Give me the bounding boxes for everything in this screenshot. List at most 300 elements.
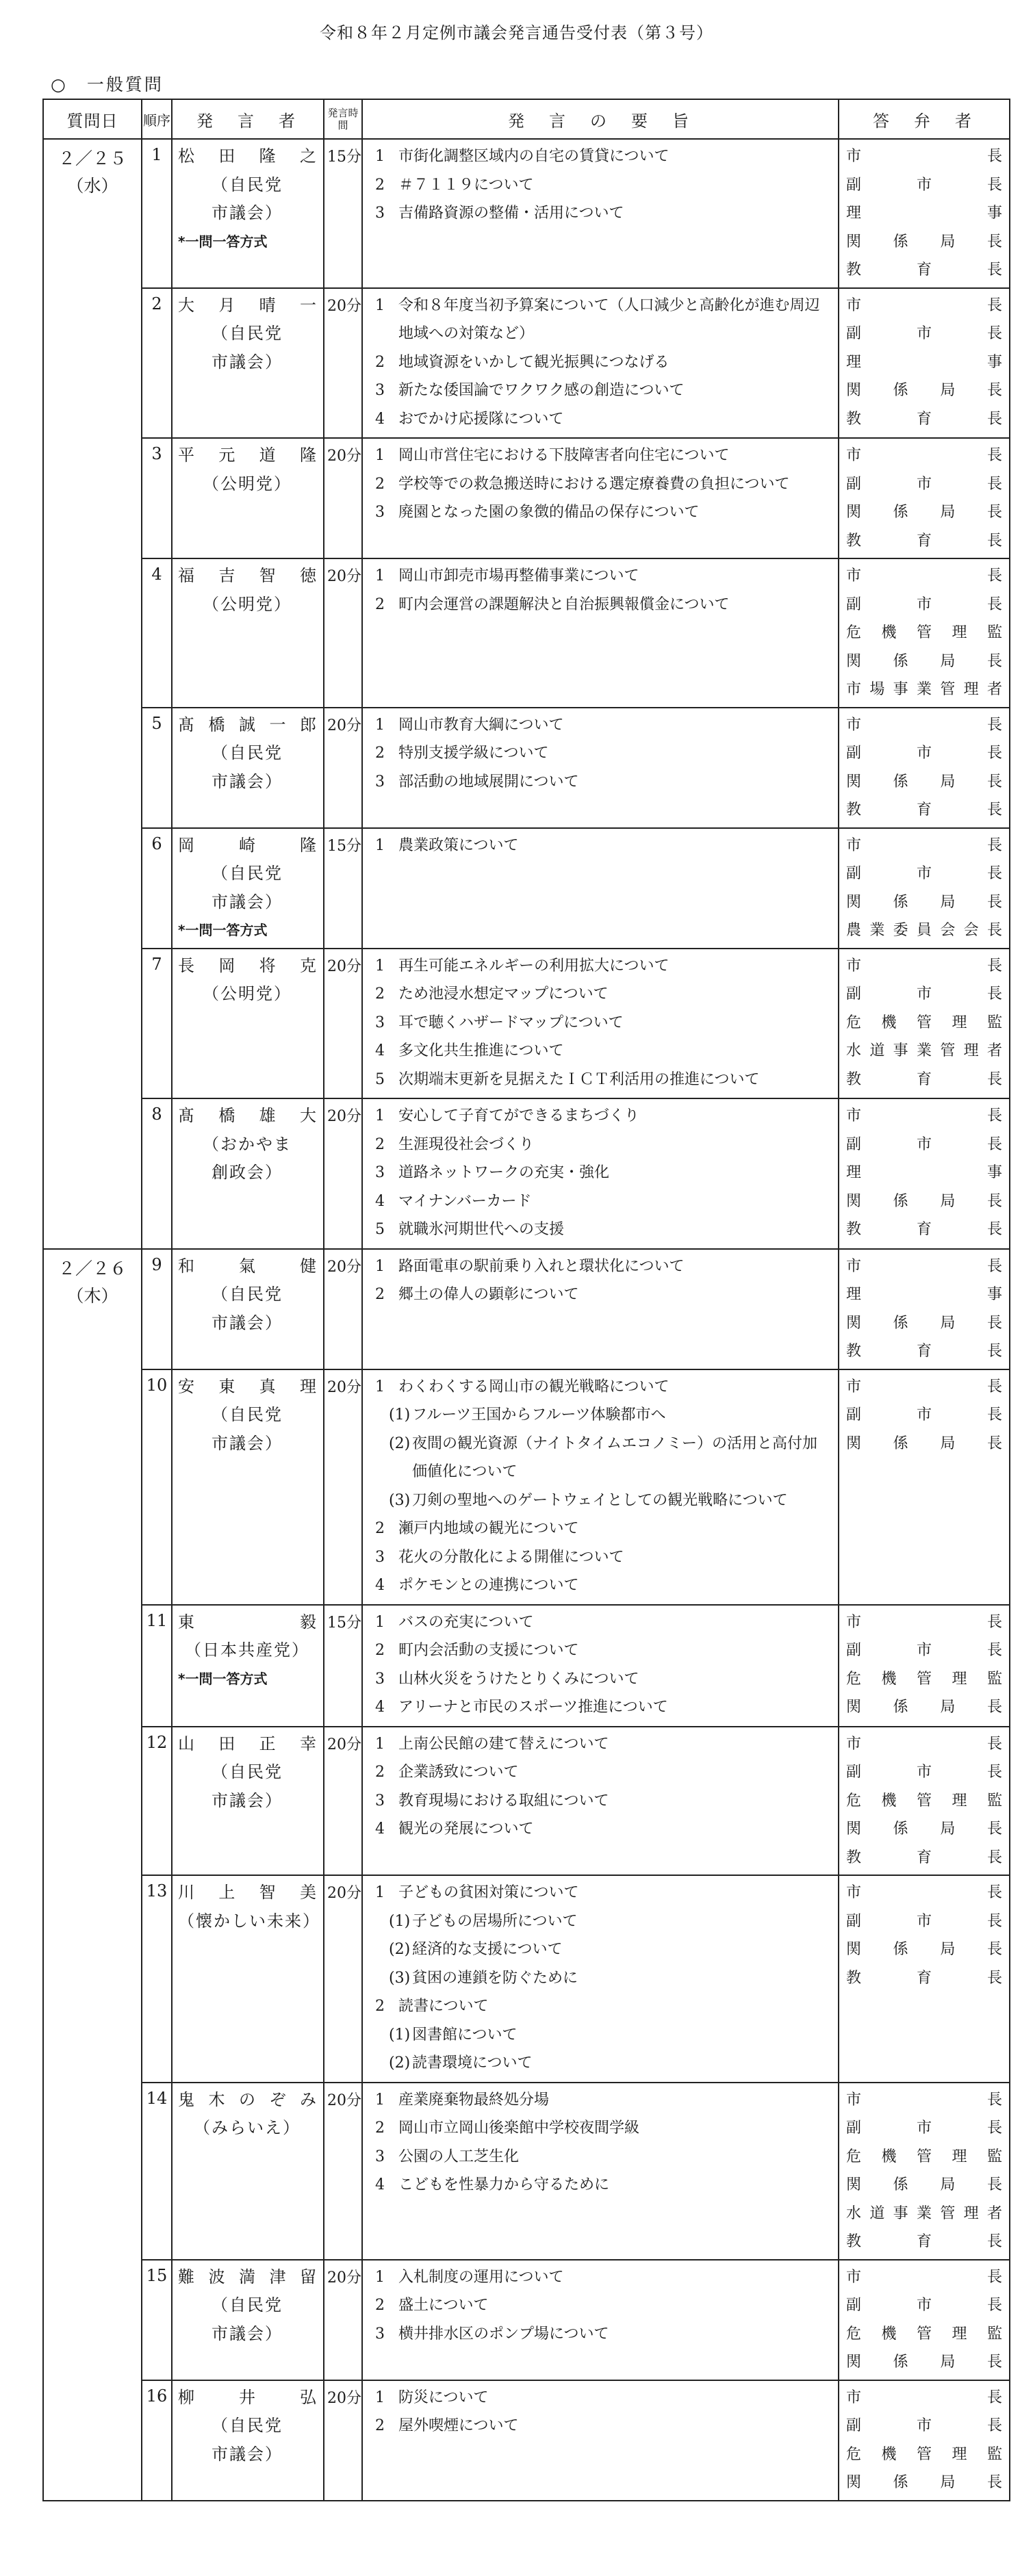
topics-cell <box>362 438 839 558</box>
responder: 教育長 <box>846 1070 1002 1088</box>
responder: 副市長 <box>846 986 1002 1003</box>
responder: 副市長 <box>846 176 1002 194</box>
topic-number: 2 <box>375 595 385 613</box>
topic-number: (2) <box>389 1434 411 1452</box>
topic-number: 1 <box>375 447 385 464</box>
topic-text: 読書環境について <box>412 2055 533 2072</box>
topic-number: 4 <box>375 1699 385 1716</box>
responders-cell <box>839 438 1010 558</box>
topic-item <box>375 2171 831 2200</box>
responder: 市長 <box>846 1613 1002 1631</box>
speaker-cell <box>172 2260 324 2380</box>
responder: 副市長 <box>846 745 1002 762</box>
topic-number: (3) <box>389 1969 411 1987</box>
speaker-name <box>178 1102 316 1131</box>
speaker-name-char: 波 <box>208 2267 225 2287</box>
topic-text: 令和８年度当初予算案について（人口減少と高齢化が進む周辺地域への対策など） <box>398 296 820 342</box>
topic-text: 岡山市卸売市場再整備事業について <box>398 567 639 584</box>
responder: 市長 <box>846 2091 1002 2109</box>
topic-item <box>375 1543 831 1572</box>
responder: 危機管理監 <box>846 2148 1002 2165</box>
topic-number: 1 <box>375 1735 385 1753</box>
speaker-name-char: 大 <box>299 1106 316 1125</box>
speaker-name-char: 髙 <box>178 714 194 734</box>
responder: 教育長 <box>846 1221 1002 1238</box>
responders-cell <box>839 139 1010 288</box>
speaker-name-char: 松 <box>178 146 194 166</box>
topic-item <box>375 1665 831 1694</box>
speaker-name-char: 将 <box>259 955 276 975</box>
topic-text: 特別支援学級について <box>398 745 549 762</box>
topic-number: 4 <box>375 1042 385 1059</box>
speaker-cell <box>172 1727 324 1876</box>
topic-number: 2 <box>375 1135 385 1153</box>
topic-item <box>375 591 831 619</box>
responder: 市長 <box>846 567 1002 584</box>
speaker-name-char: 郎 <box>300 714 316 734</box>
speaker-name-char: 山 <box>178 1734 194 1753</box>
topic-number: 1 <box>375 567 385 584</box>
topic-item <box>375 441 831 470</box>
topic-number: 2 <box>375 1998 385 2015</box>
topic-text: 瀬戸内地域の観光について <box>398 1520 579 1537</box>
responders-cell <box>839 949 1010 1099</box>
responder: 市長 <box>846 1378 1002 1395</box>
speaking-time: 20分 <box>324 1249 362 1369</box>
speaker-name-char: 岡 <box>218 955 235 975</box>
question-date: （木） <box>66 1285 118 1306</box>
topic-item <box>375 1486 831 1515</box>
speaker-name <box>178 2263 316 2292</box>
topic-text: 公園の人工芝生化 <box>398 2148 520 2165</box>
responder: 市長 <box>846 1884 1002 1901</box>
responder: 関係局長 <box>846 893 1002 911</box>
topic-item <box>375 2143 831 2172</box>
speaker-party: 市議会） <box>212 1433 283 1453</box>
topic-item <box>375 2412 831 2440</box>
speaker-name-char: 和 <box>178 1256 194 1276</box>
topic-text: 安心して子育てができるまちづくり <box>398 1107 639 1124</box>
topic-text: 多文化共生推進について <box>398 1042 564 1059</box>
header-time: 発言時間 <box>324 99 362 139</box>
topic-text: 岡山市営住宅における下肢障害者向住宅について <box>398 447 730 464</box>
topic-item <box>375 2291 831 2320</box>
topic-number: 3 <box>375 1164 385 1181</box>
speaker-name-char: 福 <box>178 566 194 585</box>
responders-cell <box>839 828 1010 949</box>
topic-number: 2 <box>375 2297 385 2314</box>
topic-item <box>375 1102 831 1131</box>
speaker-name-char: 健 <box>300 1256 316 1276</box>
topic-item <box>375 1571 831 1600</box>
topics-cell <box>362 558 839 708</box>
topics-cell <box>362 708 839 828</box>
topic-text: 山林火災をうけたとりくみについて <box>398 1670 639 1688</box>
qa-format-note: *一問一答方式 <box>178 233 268 250</box>
speaking-time: 20分 <box>324 2260 362 2380</box>
speaker-name <box>178 1879 316 1907</box>
topic-text: 横井排水区のポンプ場について <box>398 2325 609 2343</box>
speaker-name-char: 一 <box>269 714 286 734</box>
topic-item <box>375 1636 831 1665</box>
topic-number: 2 <box>375 986 385 1003</box>
speaker-party: 市議会） <box>212 2323 283 2343</box>
speaking-time: 20分 <box>324 438 362 558</box>
responder: 副市長 <box>846 1406 1002 1424</box>
speaker-party: （懐かしい未来） <box>178 1911 320 1931</box>
topic-text: 上南公民館の建て替えについて <box>398 1735 609 1753</box>
topic-number: 3 <box>375 773 385 790</box>
topic-text: こどもを性暴力から守るために <box>398 2176 610 2193</box>
topic-text: バスの充実について <box>398 1613 534 1631</box>
speaker-order: 15 <box>142 2260 172 2380</box>
topic-number: 2 <box>375 1764 385 1781</box>
topic-text: ため池浸水想定マップについて <box>398 986 609 1003</box>
topic-text: 岡山市立岡山後楽館中学校夜間学級 <box>398 2120 640 2137</box>
speaker-name-char: の <box>239 2089 255 2109</box>
speaker-name <box>178 1252 316 1281</box>
topic-number: 3 <box>375 504 385 521</box>
topic-text: 入札制度の運用について <box>398 2268 564 2286</box>
speaker-name-char: 之 <box>299 146 316 166</box>
header-topic: 発 言 の 要 旨 <box>362 99 839 139</box>
topic-text: 就職氷河期世代への支援 <box>398 1221 565 1238</box>
topic-item <box>375 2049 831 2078</box>
responder: 教育長 <box>846 1849 1002 1866</box>
responder: 副市長 <box>846 595 1002 613</box>
speaker-name-char: 一 <box>299 295 316 315</box>
table-row <box>43 708 1010 828</box>
speaker-name-char: 克 <box>299 955 316 975</box>
topic-number: 4 <box>375 2176 385 2193</box>
speaker-name-char: 髙 <box>178 1106 194 1125</box>
table-header-row <box>43 99 1010 139</box>
responder: 関係局長 <box>846 1314 1002 1332</box>
speaker-name-char: 弘 <box>300 2387 316 2407</box>
speaker-name <box>178 1730 316 1759</box>
speaker-order: 1 <box>142 139 172 288</box>
topic-item <box>375 142 831 171</box>
document-title: 令和８年２月定例市議会発言通告受付表（第３号） <box>320 23 713 42</box>
topics-cell <box>362 139 839 288</box>
speaker-order: 13 <box>142 1875 172 2083</box>
topic-item <box>375 1159 831 1187</box>
speaker-party: 市議会） <box>212 203 283 222</box>
speaker-cell <box>172 1605 324 1727</box>
speaking-time: 20分 <box>324 558 362 708</box>
responder: 関係局長 <box>846 652 1002 670</box>
topic-text: アリーナと市民のスポーツ推進について <box>398 1699 668 1716</box>
topic-text: 市街化調整区域内の自宅の賃貸について <box>398 148 669 165</box>
topic-number: 5 <box>375 1070 385 1088</box>
topic-item <box>375 1009 831 1038</box>
responder: 市長 <box>846 2388 1002 2406</box>
speaker-cell <box>172 1249 324 1369</box>
topic-number: 1 <box>375 296 385 314</box>
topics-cell <box>362 2083 839 2260</box>
responders-cell <box>839 1369 1010 1605</box>
topic-item <box>375 1935 831 1964</box>
speaker-name <box>178 2086 316 2115</box>
header-date: 質問日 <box>43 99 142 139</box>
responder: 関係局長 <box>846 1192 1002 1210</box>
responders-cell <box>839 1249 1010 1369</box>
speaker-party: （自民党 <box>212 2416 283 2435</box>
speaker-name-char: 岡 <box>178 835 194 855</box>
topic-number: 3 <box>375 1014 385 1031</box>
responders-cell <box>839 708 1010 828</box>
responders-cell <box>839 1098 1010 1249</box>
responder: 理事 <box>846 205 1002 222</box>
speaker-name-char: 雄 <box>259 1106 276 1125</box>
speaker-name-char: 川 <box>178 1883 194 1902</box>
topic-number: 2 <box>375 1520 385 1537</box>
topic-number: 3 <box>375 1792 385 1809</box>
speaker-name-char: 東 <box>178 1612 194 1632</box>
question-date: ２／２６ <box>58 1258 127 1278</box>
speaker-cell <box>172 828 324 949</box>
topics-cell <box>362 288 839 439</box>
topic-text: 岡山市教育大綱について <box>398 716 564 734</box>
speaker-name-char: 隆 <box>299 446 316 465</box>
question-date: ２／２５ <box>58 149 127 168</box>
topic-number: 2 <box>375 1642 385 1659</box>
speaker-cell <box>172 1098 324 1249</box>
question-date-cell <box>43 139 142 1249</box>
topic-item <box>375 1515 831 1543</box>
speaker-name <box>178 1373 316 1402</box>
responder: 副市長 <box>846 1135 1002 1153</box>
speaker-name-char: 鬼 <box>178 2089 194 2109</box>
table-row <box>43 1727 1010 1876</box>
topic-number: 1 <box>375 1613 385 1631</box>
responder: 副市長 <box>846 1912 1002 1930</box>
topics-cell <box>362 1727 839 1876</box>
speaker-order: 8 <box>142 1098 172 1249</box>
topic-number: 1 <box>375 957 385 975</box>
speaker-name-char: 氣 <box>239 1256 255 1276</box>
topic-text: 子どもの貧困対策について <box>398 1884 579 1901</box>
responder: 市長 <box>846 148 1002 165</box>
speaker-cell <box>172 708 324 828</box>
speaker-party: （自民党 <box>212 864 283 883</box>
header-order: 順序 <box>142 99 172 139</box>
speaker-name-char: 崎 <box>239 835 255 855</box>
topic-text: 次期端末更新を見据えたＩＣＴ利活用の推進について <box>398 1070 760 1088</box>
table-row <box>43 2083 1010 2260</box>
speaker-name-char: 井 <box>239 2387 255 2407</box>
topic-text: 吉備路資源の整備・活用について <box>398 205 624 222</box>
topic-item <box>375 1608 831 1637</box>
topic-item <box>375 1907 831 1936</box>
topic-text: 郷土の偉人の顕彰について <box>398 1286 579 1303</box>
speaker-name-char: 晴 <box>259 295 276 315</box>
topic-number: (3) <box>389 1491 411 1509</box>
speaking-time: 15分 <box>324 828 362 949</box>
topics-cell <box>362 1875 839 2083</box>
topic-number: 3 <box>375 1548 385 1566</box>
responder: 市長 <box>846 716 1002 734</box>
speaker-name <box>178 441 316 470</box>
speaker-name <box>178 711 316 740</box>
topic-item <box>375 1187 831 1216</box>
topic-text: 廃園となった園の象徴的備品の保存について <box>398 504 700 521</box>
speaker-name-char: 正 <box>259 1734 276 1753</box>
topic-number: 3 <box>375 382 385 399</box>
responder: 危機管理監 <box>846 1670 1002 1688</box>
speaking-time: 20分 <box>324 1727 362 1876</box>
table-row <box>43 1605 1010 1727</box>
responders-cell <box>839 1875 1010 2083</box>
speaker-name-char: 吉 <box>218 566 235 585</box>
speaker-name-char: 満 <box>239 2267 255 2287</box>
topic-number: 3 <box>375 205 385 222</box>
topic-item <box>375 1131 831 1159</box>
topic-number: 4 <box>375 1577 385 1594</box>
responder: 関係局長 <box>846 382 1002 399</box>
speaker-name-char: 田 <box>218 146 235 166</box>
speaker-name-char: 道 <box>259 446 276 465</box>
topic-item <box>375 739 831 768</box>
qa-format-note: *一問一答方式 <box>178 1670 268 1687</box>
topic-number: 1 <box>375 836 385 854</box>
speaking-time: 20分 <box>324 2380 362 2501</box>
responder: 副市長 <box>846 325 1002 342</box>
topic-item <box>375 1992 831 2021</box>
topic-item <box>375 1066 831 1094</box>
responder: 市長 <box>846 1107 1002 1124</box>
speaker-order: 5 <box>142 708 172 828</box>
topic-text: 刀剣の聖地へのゲートウェイとしての観光戦略について <box>412 1491 788 1509</box>
topic-item <box>375 1787 831 1816</box>
topics-cell <box>362 1249 839 1369</box>
topic-item <box>375 292 831 348</box>
speaker-name-char: 隆 <box>300 835 316 855</box>
speaker-name <box>178 952 316 981</box>
responder: 関係局長 <box>846 504 1002 521</box>
topic-item <box>375 376 831 405</box>
speaker-party: （おかやま <box>203 1134 292 1154</box>
speaker-order: 9 <box>142 1249 172 1369</box>
speaker-name-char: 橋 <box>218 1106 235 1125</box>
topic-text: 学校等での救急搬送時における選定療養費の負担について <box>398 475 790 493</box>
responders-cell <box>839 1727 1010 1876</box>
speaker-party: 市議会） <box>212 2444 283 2464</box>
responder: 危機管理監 <box>846 1792 1002 1809</box>
responder: 副市長 <box>846 2297 1002 2314</box>
responder: 副市長 <box>846 1642 1002 1659</box>
speaker-cell <box>172 2380 324 2501</box>
topic-number: 1 <box>375 148 385 165</box>
topic-number: 2 <box>375 176 385 194</box>
topic-item <box>375 1879 831 1907</box>
topic-item <box>375 2086 831 2115</box>
topic-number: 1 <box>375 1378 385 1395</box>
speaker-name-char: 津 <box>269 2267 286 2287</box>
table-body <box>43 139 1010 2501</box>
topic-item <box>375 832 831 860</box>
speaker-name-char: 誠 <box>239 714 255 734</box>
topic-item <box>375 711 831 740</box>
speaker-cell <box>172 288 324 439</box>
table-row <box>43 2380 1010 2501</box>
speaker-party: （公明党） <box>203 474 292 493</box>
topic-text: 貧困の連鎖を防ぐために <box>412 1969 578 1987</box>
section-heading: ○ 一般質問 <box>51 75 164 94</box>
topics-cell <box>362 828 839 949</box>
table-row <box>43 949 1010 1099</box>
speaker-name <box>178 292 316 320</box>
speaker-name-char: 月 <box>218 295 235 315</box>
responder: 関係局長 <box>846 773 1002 790</box>
speaker-cell <box>172 2083 324 2260</box>
responder: 市長 <box>846 836 1002 854</box>
topic-text: 道路ネットワークの充実・強化 <box>398 1164 610 1181</box>
responder: 危機管理監 <box>846 1014 1002 1031</box>
speaking-time: 20分 <box>324 708 362 828</box>
table-row <box>43 1098 1010 1249</box>
topic-number: (1) <box>389 1912 411 1930</box>
speaker-name <box>178 142 316 171</box>
topics-cell <box>362 2260 839 2380</box>
responder: 副市長 <box>846 1764 1002 1781</box>
topic-item <box>375 562 831 591</box>
speaker-cell <box>172 1875 324 2083</box>
topic-number: 1 <box>375 716 385 734</box>
table-row <box>43 2260 1010 2380</box>
topic-number: 2 <box>375 2120 385 2137</box>
speaker-name <box>178 562 316 591</box>
topic-item <box>375 2114 831 2143</box>
topic-item <box>375 405 831 434</box>
topic-item <box>375 1730 831 1759</box>
topic-item <box>375 199 831 228</box>
responder: 関係局長 <box>846 1434 1002 1452</box>
question-date: （水） <box>66 176 118 196</box>
table-row <box>43 558 1010 708</box>
responder: 教育長 <box>846 261 1002 279</box>
responder: 市場事業管理者 <box>846 681 1002 698</box>
speaker-name-char: 毅 <box>300 1612 316 1632</box>
topic-item <box>375 348 831 377</box>
topic-number: (2) <box>389 1941 411 1958</box>
responders-cell <box>839 2260 1010 2380</box>
speaker-name-char: 柳 <box>178 2387 194 2407</box>
topic-item <box>375 1252 831 1281</box>
responder: 農業委員会会長 <box>846 922 1002 939</box>
speaker-order: 16 <box>142 2380 172 2501</box>
topic-item <box>375 2384 831 2412</box>
responder: 理事 <box>846 1286 1002 1303</box>
speaker-name-char: 隆 <box>259 146 276 166</box>
topic-item <box>375 1758 831 1787</box>
topic-text: わくわくする岡山市の観光戦略について <box>398 1378 669 1395</box>
table-row <box>43 288 1010 439</box>
qa-format-note: *一問一答方式 <box>178 922 268 938</box>
speaking-time: 20分 <box>324 1098 362 1249</box>
question-date-cell <box>43 1249 142 2501</box>
responders-cell <box>839 2083 1010 2260</box>
topic-text: 町内会活動の支援について <box>398 1642 579 1659</box>
speaker-name-char: 理 <box>299 1376 316 1396</box>
topic-text: フルーツ王国からフルーツ体験都市へ <box>412 1406 666 1424</box>
speaker-party: （みらいえ） <box>194 2118 301 2137</box>
speaker-name-char: 橋 <box>208 714 225 734</box>
speaker-name-char: 元 <box>218 446 235 465</box>
topic-text: ＃７１１９について <box>398 176 534 194</box>
speaker-name-char: 智 <box>259 1883 276 1902</box>
responder: 理事 <box>846 353 1002 371</box>
